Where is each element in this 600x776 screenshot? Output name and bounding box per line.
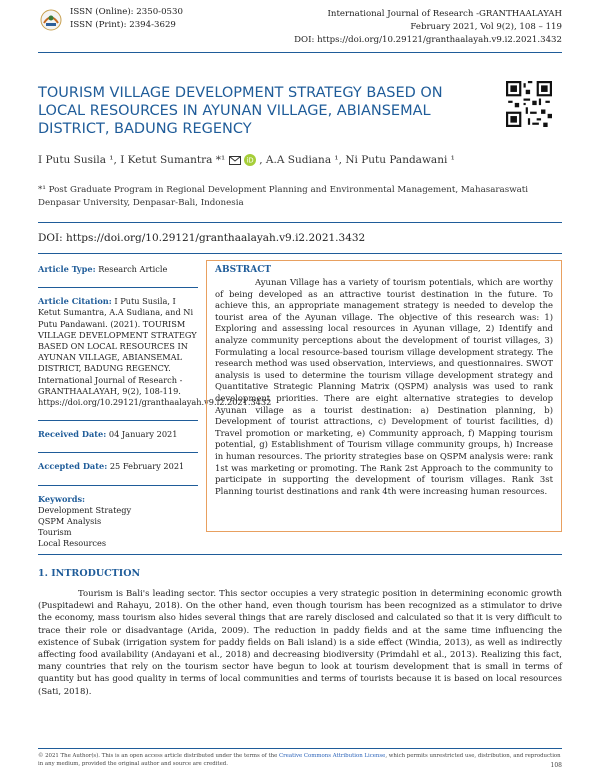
affiliation: *¹ Post Graduate Program in Regional Development Planning and Environmental Management, Mahasaraswati Denpasar University, Denpasar-Bali, Indonesia [38, 185, 529, 208]
page-number: 108 [550, 762, 562, 769]
sidebar-divider [38, 452, 198, 453]
author-3: , A.A Sudiana ¹, [259, 154, 342, 166]
intro-heading: 1. INTRODUCTION [38, 568, 141, 579]
sidebar-divider [38, 420, 198, 421]
license-footer [38, 752, 562, 768]
citation-value: I Putu Susila, I Ketut Sumantra, A.A Sudiana, and Ni Putu Pandawani. (2021). TOURISM VILLAGE DEVELOPMENT STRATEGY BASED ON LOCAL RESOURCES IN AYUNAN VILLAGE, ABIANSEMAL DISTRICT, BADUNG REGENCY. International Journal of Research -GRANTHAALAYAH, 9(2), 108-119. https://doi.org/10.29121/granthaalayah.v9.i2.2021.3432 [38, 296, 272, 408]
issn-print: ISSN (Print): 2394-3629 [70, 20, 176, 30]
citation-label: Article Citation: [38, 296, 112, 307]
intro-text: Tourism is Bali's leading sector. This sector occupies a very strategic position in determining economic growth (Puspitadewi and Rahayu, 2018). On the other hand, even though tourism has been recognized as a stimulator to drive the economy, mass tourism also hides several things that are rarely disclosed and calculated so that it is very difficult to trace their role or disadvantage (Arida, 2009). The reduction in paddy fields and at the same time influencing the existence of Subak (irrigation system for paddy fields on Bali island) is a side effect (Windia, 2013), as well as indirectly affecting food availability (Andayani et al., 2018) and decreasing biodiversity (Primdahl et al., 2013). Realizing this fact, many countries that rely on the tourism sector have begun to look at tourism development that is small in terms of quantity but has good quality in terms of local communities and terms of tourists because it is based on local resources (Sati, 2018). [38, 589, 562, 697]
header-doi[interactable]: DOI: https://doi.org/10.29121/granthaalayah.v9.i2.2021.3432 [294, 35, 562, 45]
journal-logo-icon [40, 9, 62, 31]
header-divider [38, 52, 562, 53]
article-type-value: Research Article [95, 264, 168, 274]
author-1: I Putu Susila ¹, [38, 154, 117, 166]
keywords-label: Keywords: [38, 493, 86, 504]
journal-header [262, 8, 562, 47]
affiliation-divider [38, 222, 562, 223]
abstract-text: Ayunan Village has a variety of tourism potentials, which are worthy of being developed as an attractive tourist destination in the future. To achieve this, an appropriate management strategy is needed to develop the tourist area of the Ayunan village. The objective of this research was: 1) Exploring and assessing local resources in Ayunan village, 2) Identify and analyze community perceptions about the development of tourist villages, 3) Formulating a local resource-based tourism village development strategy. The research method was used observation, interviews, and questionnaires. SWOT analysis is used to determine the tourism village development strategy and Quantitative Strategic Planning Matrix (QSPM) analysis was used to rank development priorities. There are eight alternative strategies to develop Ayunan village as a tourist destination: a) Destination planning, b) Development of tourist attractions, c) Development of tourist facilities, d) Travel promotion or marketing, e) Community approach, f) Mapping tourism potential, g) Establishment of Tourism village community groups, h) Increase in human resources. The priority strategies base on QSPM analysis were: rank 1st was marketing or promoting. The Rank 2st Approach to the community to participate in supporting the development of tourism villages. Rank 3st Planning tourist destinations and rank 4th were increasing human resources. [215, 277, 553, 496]
received-date [38, 429, 198, 440]
accepted-date [38, 461, 198, 472]
article-type [38, 264, 198, 275]
keyword-item: QSPM Analysis [38, 516, 102, 527]
email-icon[interactable] [229, 156, 241, 165]
abstract-box [206, 260, 562, 532]
keyword-item: Tourism [38, 527, 72, 538]
license-post: , which permits unrestricted use, distribution, and reproduction in any medium, provided the original author and source are credited. [38, 753, 561, 767]
keywords [38, 494, 198, 550]
license-pre: © 2021 The Author(s). This is an open access article distributed under the terms of the [38, 753, 279, 759]
author-4: Ni Putu Pandawani ¹ [345, 154, 455, 166]
license-link[interactable]: Creative Commons Attribution License [278, 753, 386, 759]
accepted-label: Accepted Date: [38, 461, 108, 472]
received-value: 04 January 2021 [106, 429, 178, 440]
author-list [38, 154, 455, 166]
article-citation [38, 296, 272, 408]
qr-code-icon[interactable] [506, 81, 552, 127]
svg-text:iD: iD [246, 156, 254, 165]
journal-name: International Journal of Research -GRANTHAALAYAH [327, 9, 562, 19]
received-label: Received Date: [38, 429, 107, 440]
article-doi[interactable]: DOI: https://doi.org/10.29121/granthaalayah.v9.i2.2021.3432 [38, 232, 366, 244]
orcid-icon[interactable] [244, 154, 256, 166]
keyword-item: Local Resources [38, 538, 107, 549]
doi-divider [38, 253, 562, 254]
abstract-heading: ABSTRACT [215, 265, 272, 275]
article-title: TOURISM VILLAGE DEVELOPMENT STRATEGY BASED ON LOCAL RESOURCES IN AYUNAN VILLAGE, ABIANSEMAL DISTRICT, BADUNG REGENCY [38, 85, 443, 137]
issn-block [70, 6, 183, 32]
accepted-value: 25 February 2021 [107, 461, 185, 472]
issn-online: ISSN (Online): 2350-0530 [70, 7, 183, 17]
author-2: I Ketut Sumantra *¹ [120, 154, 226, 166]
article-type-label: Article Type: [38, 264, 96, 274]
body-divider [38, 554, 562, 555]
keyword-item: Development Strategy [38, 504, 132, 515]
journal-issue: February 2021, Vol 9(2), 108 – 119 [410, 22, 562, 32]
footer-divider [38, 748, 562, 749]
sidebar-divider [38, 287, 198, 288]
sidebar-divider [38, 485, 198, 486]
